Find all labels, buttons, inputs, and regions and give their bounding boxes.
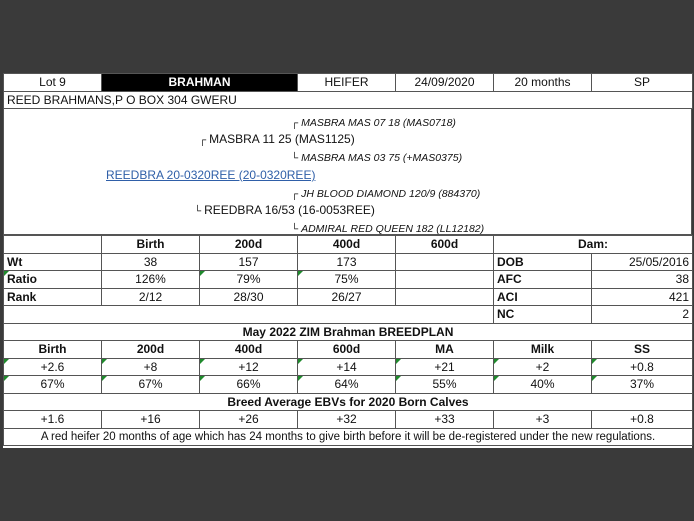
table-row bbox=[4, 271, 693, 289]
row-label: Wt bbox=[4, 253, 102, 271]
cell-value: 38 bbox=[102, 253, 200, 271]
ebv-value: +8 bbox=[102, 358, 200, 376]
cell-value: 75% bbox=[298, 271, 396, 289]
dam-value: 25/05/2016 bbox=[592, 253, 693, 271]
accuracy-value: 37% bbox=[592, 376, 693, 394]
accuracy-value: 55% bbox=[396, 376, 494, 394]
average-value: +26 bbox=[200, 411, 298, 429]
empty-cell bbox=[4, 306, 494, 324]
lot-comment: A red heifer 20 months of age which has 24 months to give birth before it will be de-registered under the new regulations. bbox=[4, 428, 693, 446]
dam-key: NC bbox=[494, 306, 592, 324]
dam-value: 421 bbox=[592, 288, 693, 306]
cell-value: 126% bbox=[102, 271, 200, 289]
animal-sex: HEIFER bbox=[298, 74, 396, 92]
cell-value: 28/30 bbox=[200, 288, 298, 306]
breed-average-title: Breed Average EBVs for 2020 Born Calves bbox=[4, 393, 693, 411]
lot-header-table bbox=[3, 73, 693, 109]
ebv-col-ma: MA bbox=[396, 341, 494, 359]
average-value: +0.8 bbox=[592, 411, 693, 429]
sale-lot-sheet bbox=[3, 73, 692, 448]
ebv-value: +2 bbox=[494, 358, 592, 376]
breed-name: BRAHMAN bbox=[102, 74, 298, 92]
weights-table bbox=[3, 235, 693, 446]
ebv-row bbox=[4, 358, 693, 376]
pedigree-animal-link[interactable]: REEDBRA 20-0320REE (20-0320REE) bbox=[106, 168, 316, 182]
accuracy-value: 40% bbox=[494, 376, 592, 394]
ebv-col-birth: Birth bbox=[4, 341, 102, 359]
dam-value: 38 bbox=[592, 271, 693, 289]
pedigree-sire-dam: └ MASBRA MAS 03 75 (+MAS0375) bbox=[291, 152, 463, 164]
ebv-col-200d: 200d bbox=[102, 341, 200, 359]
dam-key: AFC bbox=[494, 271, 592, 289]
row-label: Rank bbox=[4, 288, 102, 306]
ebv-col-400d: 400d bbox=[200, 341, 298, 359]
weights-col-600d: 600d bbox=[396, 236, 494, 254]
animal-age: 20 months bbox=[494, 74, 592, 92]
status-code: SP bbox=[592, 74, 693, 92]
pedigree-sire: ┌ MASBRA 11 25 (MAS1125) bbox=[199, 132, 355, 146]
cell-value: 157 bbox=[200, 253, 298, 271]
accuracy-row bbox=[4, 376, 693, 394]
ebv-value: +21 bbox=[396, 358, 494, 376]
ebv-value: +0.8 bbox=[592, 358, 693, 376]
row-label: Ratio bbox=[4, 271, 102, 289]
breedplan-title: May 2022 ZIM Brahman BREEDPLAN bbox=[4, 323, 693, 341]
accuracy-value: 66% bbox=[200, 376, 298, 394]
accuracy-value: 64% bbox=[298, 376, 396, 394]
dam-value: 2 bbox=[592, 306, 693, 324]
breeder-address: REED BRAHMANS,P O BOX 304 GWERU bbox=[4, 91, 693, 109]
ebv-col-milk: Milk bbox=[494, 341, 592, 359]
breed-average-row bbox=[4, 411, 693, 429]
cell-value: 79% bbox=[200, 271, 298, 289]
average-value: +3 bbox=[494, 411, 592, 429]
weights-col-birth: Birth bbox=[102, 236, 200, 254]
weights-col-200d: 200d bbox=[200, 236, 298, 254]
pedigree-sire-sire: ┌ MASBRA MAS 07 18 (MAS0718) bbox=[291, 117, 456, 129]
ebv-col-ss: SS bbox=[592, 341, 693, 359]
dam-key: ACI bbox=[494, 288, 592, 306]
ebv-value: +14 bbox=[298, 358, 396, 376]
cell-value bbox=[396, 271, 494, 289]
pedigree-block bbox=[3, 109, 692, 235]
birth-date: 24/09/2020 bbox=[396, 74, 494, 92]
ebv-value: +12 bbox=[200, 358, 298, 376]
average-value: +32 bbox=[298, 411, 396, 429]
cell-value bbox=[396, 288, 494, 306]
accuracy-value: 67% bbox=[102, 376, 200, 394]
average-value: +16 bbox=[102, 411, 200, 429]
cell-value: 173 bbox=[298, 253, 396, 271]
dam-key: DOB bbox=[494, 253, 592, 271]
ebv-value: +2.6 bbox=[4, 358, 102, 376]
average-value: +1.6 bbox=[4, 411, 102, 429]
pedigree-dam: └ REEDBRA 16/53 (16-0053REE) bbox=[194, 203, 375, 217]
cell-value bbox=[396, 253, 494, 271]
dam-header: Dam: bbox=[494, 236, 693, 254]
pedigree-dam-dam: └ ADMIRAL RED QUEEN 182 (LL12182) bbox=[291, 223, 485, 235]
cell-value: 2/12 bbox=[102, 288, 200, 306]
table-row bbox=[4, 288, 693, 306]
table-row bbox=[4, 253, 693, 271]
pedigree-dam-sire: ┌ JH BLOOD DIAMOND 120/9 (884370) bbox=[291, 188, 481, 200]
accuracy-value: 67% bbox=[4, 376, 102, 394]
average-value: +33 bbox=[396, 411, 494, 429]
cell-value: 26/27 bbox=[298, 288, 396, 306]
ebv-col-600d: 600d bbox=[298, 341, 396, 359]
table-row bbox=[4, 306, 693, 324]
weights-col-400d: 400d bbox=[298, 236, 396, 254]
lot-number: Lot 9 bbox=[4, 74, 102, 92]
